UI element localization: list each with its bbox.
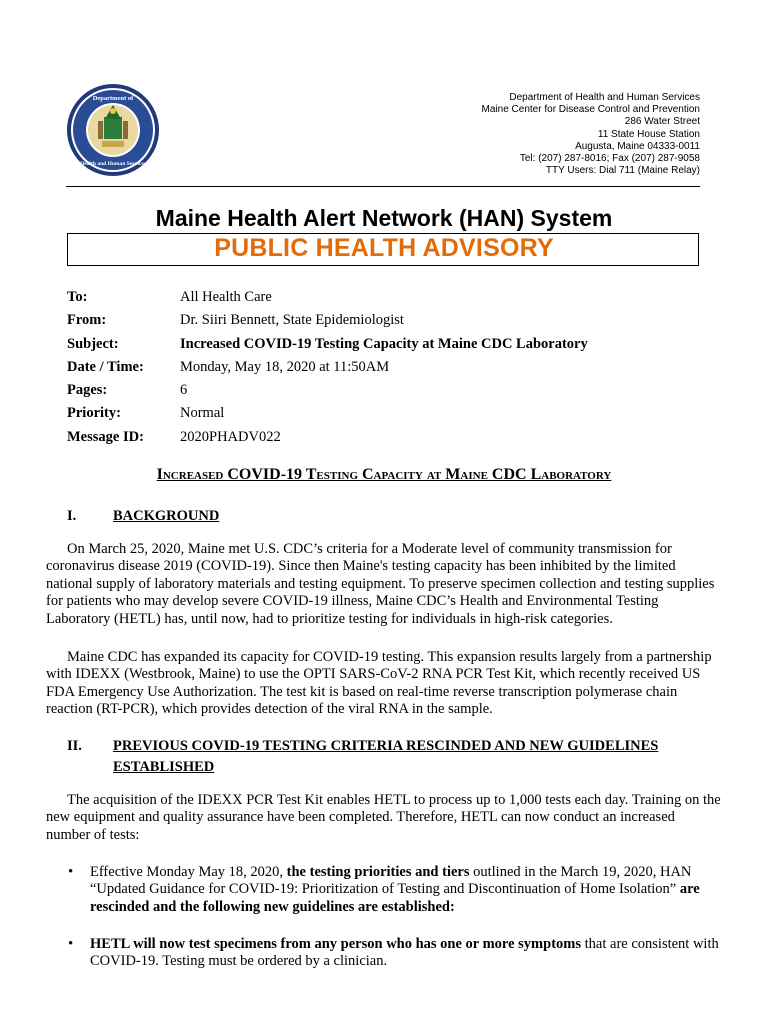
bullet-text: that are consistent with COVID-19. Testing must be ordered by a clinician. [90,936,719,970]
address-line: Department of Health and Human Services [509,92,700,103]
meta-row-from [67,309,707,332]
meta-label: To: [67,289,88,305]
bullet-text-bold: HETL will now test specimens from any person who has one or more symptoms [90,936,582,952]
meta-value: Monday, May 18, 2020 at 11:50AM [180,358,390,375]
bullet-text: Effective Monday May 18, 2020, [90,864,287,880]
section-title-line-2: ESTABLISHED [113,759,215,775]
advisory-title: PUBLIC HEALTH ADVISORY [214,234,554,262]
bullet-item [90,936,722,971]
bullet-text-bold: the testing priorities and tiers [286,864,470,880]
meta-value: 2020PHADV022 [180,428,281,445]
meta-value: Normal [180,405,225,422]
header-divider [66,186,700,187]
paragraph: On March 25, 2020, Maine met U.S. CDC’s criteria for a Moderate level of community transmission for coronavirus disease 2019 (COVID-19). Since then Maine's testing capacity has been inhibited by the limited national supply of laboratory materials and testing equipment. To preserve specimen collection and testing supplies for patients who may develop severe COVID-19 illness, Maine CDC’s Health and Environmental Testing Laboratory (HETL) has, until now, had to prioritize testing for individuals in high-risk categories. [46,541,715,627]
paragraph: Maine CDC has expanded its capacity for COVID-19 testing. This expansion results largely from a partnership with IDEXX (Westbrook, Maine) to use the OPTI SARS-CoV-2 RNA PCR Test Kit, which recently received US FDA Emergency Use Authorization. The test kit is based on real-time reverse transcription polymerase chain reaction (RT-PCR), which provides detection of the viral RNA in the sample. [46,649,712,718]
meta-row-to [67,286,707,309]
bullet-text-bold: are rescinded and the following new guidelines are established: [90,881,700,915]
agency-address-block [400,92,700,177]
address-line: Maine Center for Disease Control and Prevention [481,104,700,116]
section-number: II. [67,738,82,754]
meta-value: All Health Care [180,289,272,305]
section-title: BACKGROUND [113,508,220,524]
document-title: Increased COVID-19 Testing Capacity at Maine CDC Laboratory [156,466,612,483]
seal-bottom-text: Health and Human Services [80,161,146,167]
address-line: TTY Users: Dial 711 (Maine Relay) [545,165,700,177]
meta-value: 6 [180,382,188,399]
meta-row-date [67,356,707,379]
meta-value: Dr. Siiri Bennett, State Epidemiologist [180,312,404,329]
meta-label: Priority: [67,405,121,422]
meta-value: Increased COVID-19 Testing Capacity at Maine CDC Laboratory [180,335,588,352]
han-system-title: Maine Health Alert Network (HAN) System [155,205,613,231]
address-line: Augusta, Maine 04333-0011 [575,140,700,152]
seal-top-text: Department of [92,95,134,102]
bullet-glyph: • [68,936,74,952]
meta-row-pages [67,379,707,402]
message-metadata [67,286,707,449]
meta-row-message-id [67,426,707,449]
paragraph: The acquisition of the IDEXX PCR Test Kit enables HETL to process up to 1,000 tests each day. Training on the new equipment and quality assurance have been completed. Therefore, HETL can now conduct an increased number of tests: [46,792,721,843]
address-line: 11 State House Station [597,128,700,140]
address-line: Tel: (207) 287-8016; Fax (207) 287-9058 [519,153,700,165]
bullet-text: outlined in the March 19, 2020, HAN “Updated Guidance for COVID-19: Prioritization of Testing and Discontinuation of Home Isolation” [90,864,692,898]
meta-row-priority [67,402,707,425]
section-title-line-1: PREVIOUS COVID-19 TESTING CRITERIA RESCINDED AND NEW GUIDELINES [113,738,659,754]
meta-label: Date / Time: [67,358,144,375]
maine-dhhs-seal [66,83,160,177]
section-number: I. [67,508,77,524]
meta-row-subject [67,333,707,356]
meta-label: Pages: [67,382,108,399]
meta-label: Subject: [67,335,119,352]
bullet-item [90,864,722,916]
bullet-glyph: • [68,864,74,880]
address-line: 286 Water Street [624,116,700,128]
meta-label: Message ID: [67,428,144,445]
meta-label: From: [67,312,107,329]
